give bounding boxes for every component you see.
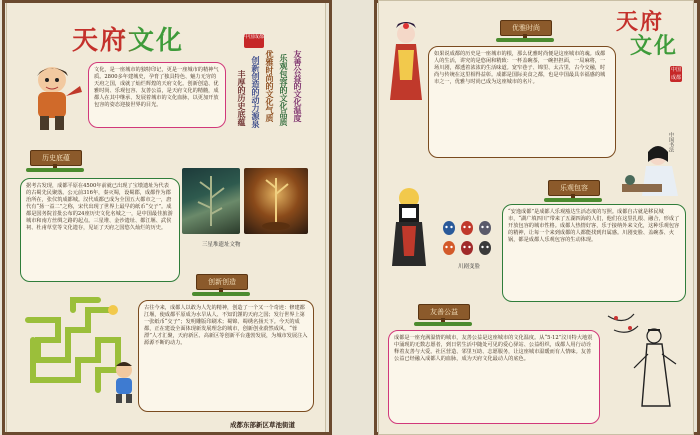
innovation-sign-label: 创新创造 — [196, 274, 248, 290]
left-page-frame — [2, 0, 332, 435]
slogan-4: 创新创造的动力源泉 — [251, 56, 260, 128]
intro-text: 文化，是一座城市的独特印记，更是一座城市的精神气质。2800多年建城史，孕育了独具特色、魅力无穷的天府之国，成就了灿烂辉煌的天府文化。创新创造、优雅时尚、乐观包容、友善公益，是天府文化的精髓，成都人在其中继承、发展着城市的文化血脉，以更加开放包容的姿态迎接世界的目光。 — [94, 67, 219, 108]
mask-icon-3 — [478, 220, 492, 236]
elegance-text: 如果说成都的历史是一座城市的根，那么优雅时尚便是这座城市的魂。成都人的生活，讲究的是悠闲和精致：一杯盖碗茶，一碗担担面，一局麻将，一场川剧，都透着浓浓的生活味道。宽窄巷子、锦里、太古里，古今交融，时尚与传统在这里相得益彰。成都是国际美食之都，也是中国最具幸福感的城市之一，优雅与时尚已成为这座城市的名片。 — [434, 51, 606, 85]
optimism-box — [502, 204, 686, 302]
elegance-sign-label: 优雅时尚 — [500, 20, 552, 36]
left-seal: 中国成都 — [244, 34, 264, 48]
footer-text: 成都东部新区草池街道 — [230, 421, 295, 429]
photo-caption: 三星堆遗址文物 — [202, 242, 241, 248]
optimism-sign-label: 乐观包容 — [548, 180, 600, 196]
calligraphy-label: 中国书法 — [668, 132, 674, 152]
opera-mask-character-illustration — [384, 186, 434, 270]
optimism-text: “安逸成都”是成都人乐观豁达生活态度的写照。成都自古就是移民城市，“湖广填四川”带来了五湖四海的人们，他们在这里扎根、融合，形成了开放包容的城市性格。成都人热情好客，乐于接纳外来文化，这种乐观包容的精神，让每一个来到成都的人都能找到归属感。川剧变脸、盖碗茶、火锅，都是成都人乐观包容的生动体现。 — [508, 209, 680, 243]
optimism-sign — [544, 176, 602, 202]
right-page — [378, 0, 694, 435]
slogan-5: 丰厚的历史底蕴 — [237, 70, 246, 126]
mask-icon-6 — [478, 240, 492, 256]
right-title-line2: 文化 — [630, 33, 679, 59]
slogan-1: 友善公益的文化温度 — [293, 50, 302, 122]
scholar-ink-illustration — [604, 306, 690, 424]
elegance-box — [428, 46, 616, 158]
right-title — [616, 10, 678, 58]
mask-icon-5 — [460, 240, 474, 256]
right-title-line1: 天府 — [616, 9, 665, 35]
friendship-box — [388, 330, 600, 424]
left-title-text: 天府文化 — [72, 26, 185, 56]
slogan-2: 乐观包容的文化品质 — [279, 54, 288, 126]
mask-caption: 川剧变脸 — [458, 264, 481, 270]
slogan-3: 优雅时尚的文化气质 — [265, 50, 274, 122]
right-seal: 中国成都 — [670, 67, 681, 81]
mask-icon-1 — [442, 220, 456, 236]
history-sign-label: 历史底蕴 — [30, 150, 82, 166]
friendship-text: 成都是一座充满温情的城市，友善公益是这座城市的文化温度。从“5·12”汶川特大地震中涌现的无数志愿者，到日常生活中随处可见的爱心驿站、公益组织，成都人用行动诠释着友善与大爱。社区营造、邻里互助、志愿服务，让这座城市温暖而有人情味。友善公益已经融入成都人的血脉，成为天府文化最动人的底色。 — [394, 335, 593, 362]
history-text: 据考古发现，成都平原在4500年前就已出现了宝墩遗址为代表的古蜀先民聚落。公元前316年，秦灭蜀，设蜀郡，成都作为郡治所在，张仪筑成都城。汉代成都已成为全国五大都市之一，唐代有“扬一益二”之称，宋代出现了世界上最早的纸币“交子”。成都是国务院首批公布的24座历史文化名城之一，是中国最佳旅游城市和南方丝绸之路的起点。三星堆、金沙遗址、都江堰、武侯祠、杜甫草堂等文化遗存，见证了天府之国悠久灿烂的历史。 — [26, 183, 173, 231]
elegance-sign — [496, 16, 554, 42]
opera-figure-illustration — [384, 20, 428, 112]
mask-icon-2 — [460, 220, 474, 236]
friendship-sign — [414, 300, 472, 326]
innovation-text: 古往今来，成都人以敢为人先的精神，创造了一个又一个奇迹：修建都江堰，使成都平原成为水旱从人、不知饥馑的天府之国；发行世界上第一张纸币“交子”；发明雕版印刷术；蜀锦、蜀绣名扬天下。今天的成都，正在建设全面体现新发展理念的城市，创新创业蔚然成风，“蓉漂”人才汇聚，天府新区、高新区等创新平台蓬勃发展，为城市发展注入源源不断的动力。 — [144, 305, 308, 346]
mask-icon-4 — [442, 240, 456, 256]
friendship-sign-label: 友善公益 — [418, 304, 470, 320]
calligraphy-girl-illustration — [620, 140, 688, 202]
